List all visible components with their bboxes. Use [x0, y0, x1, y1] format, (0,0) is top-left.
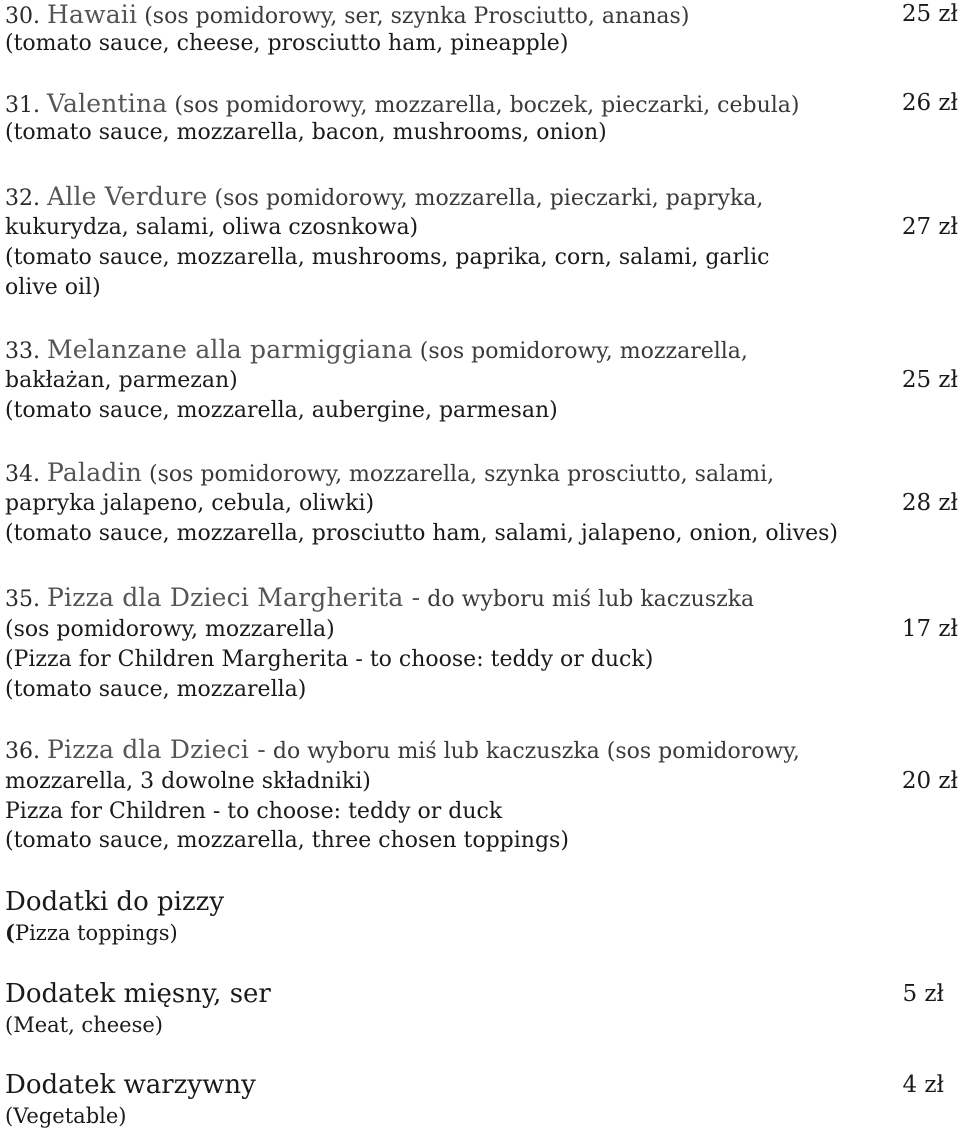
item-description-cont: papryka jalapeno, cebula, oliwki)	[5, 491, 375, 516]
item-description-en-cont: olive oil)	[5, 275, 101, 300]
item-description-cont: (sos pomidorowy, mozzarella)	[5, 617, 335, 642]
item-description-en: (tomato sauce, mozzarella, prosciutto ham, salami, jalapeno, onion, olives)	[5, 521, 838, 546]
item-description-en: Pizza for Children - to choose: teddy or duck	[5, 799, 503, 824]
item-description-en: (Pizza for Children Margherita - to choose: teddy or duck)	[5, 647, 654, 672]
item-description-en: (tomato sauce, mozzarella, mushrooms, paprika, corn, salami, garlic	[5, 245, 770, 270]
item-number: 35.	[5, 587, 40, 612]
item-price: 20 zł	[901, 768, 958, 794]
item-number: 32.	[5, 186, 40, 211]
item-number: 33.	[5, 339, 40, 364]
item-number: 31.	[5, 93, 40, 118]
item-description: (sos pomidorowy, mozzarella,	[419, 339, 748, 364]
item-description: do wyboru miś lub kaczuszka (sos pomidorowy,	[272, 739, 800, 764]
item-line-1	[5, 458, 774, 489]
topping-name-en: (Meat, cheese)	[5, 1013, 163, 1037]
item-description: do wyboru miś lub kaczuszka	[427, 587, 755, 612]
item-description-en-cont: (tomato sauce, mozzarella, three chosen toppings)	[5, 828, 569, 853]
item-description: (sos pomidorowy, ser, szynka Prosciutto, ananas)	[144, 4, 690, 29]
item-price: 25 zł	[901, 1, 958, 27]
item-price: 28 zł	[901, 490, 958, 516]
topping-name-en: (Vegetable)	[5, 1104, 127, 1128]
item-line-1	[5, 583, 754, 614]
item-price: 25 zł	[901, 367, 958, 393]
item-description: (sos pomidorowy, mozzarella, pieczarki, papryka,	[214, 186, 764, 211]
topping-price: 5 zł	[902, 981, 944, 1007]
item-line-1	[5, 735, 800, 766]
topping-price: 4 zł	[902, 1072, 944, 1098]
item-number: 30.	[5, 4, 40, 29]
item-line-1	[5, 182, 763, 213]
item-line-1	[5, 89, 800, 120]
item-name: Pizza dla Dzieci Margherita -	[47, 583, 421, 612]
item-description-cont: kukurydza, salami, oliwa czosnkowa)	[5, 215, 419, 240]
subtitle-text: Pizza toppings)	[14, 921, 178, 945]
item-name: Melanzane alla parmiggiana	[47, 335, 413, 364]
item-number: 34.	[5, 462, 40, 487]
item-line-1	[5, 0, 689, 31]
item-price: 26 zł	[901, 90, 958, 116]
topping-name: Dodatek warzywny	[5, 1070, 256, 1100]
topping-name: Dodatek mięsny, ser	[5, 979, 271, 1009]
item-description-cont: mozzarella, 3 dowolne składniki)	[5, 769, 371, 794]
item-description: (sos pomidorowy, mozzarella, szynka prosciutto, salami,	[149, 462, 775, 487]
item-name: Pizza dla Dzieci -	[47, 735, 266, 764]
toppings-section-subtitle	[5, 919, 178, 947]
item-description-cont: bakłażan, parmezan)	[5, 368, 238, 393]
item-price: 27 zł	[901, 214, 958, 240]
item-description-en: (tomato sauce, cheese, prosciutto ham, pineapple)	[5, 31, 569, 56]
item-description: (sos pomidorowy, mozzarella, boczek, pieczarki, cebula)	[174, 93, 800, 118]
item-name: Valentina	[47, 89, 168, 118]
item-name: Hawaii	[47, 0, 138, 29]
item-name: Paladin	[47, 458, 143, 487]
item-line-1	[5, 335, 748, 366]
item-price: 17 zł	[901, 616, 958, 642]
toppings-section-title: Dodatki do pizzy	[5, 887, 225, 917]
item-name: Alle Verdure	[47, 182, 208, 211]
subtitle-paren: (	[5, 920, 15, 945]
item-description-en-cont: (tomato sauce, mozzarella)	[5, 677, 307, 702]
item-description-en: (tomato sauce, mozzarella, aubergine, parmesan)	[5, 398, 558, 423]
item-description-en: (tomato sauce, mozzarella, bacon, mushrooms, onion)	[5, 120, 607, 145]
item-number: 36.	[5, 739, 40, 764]
